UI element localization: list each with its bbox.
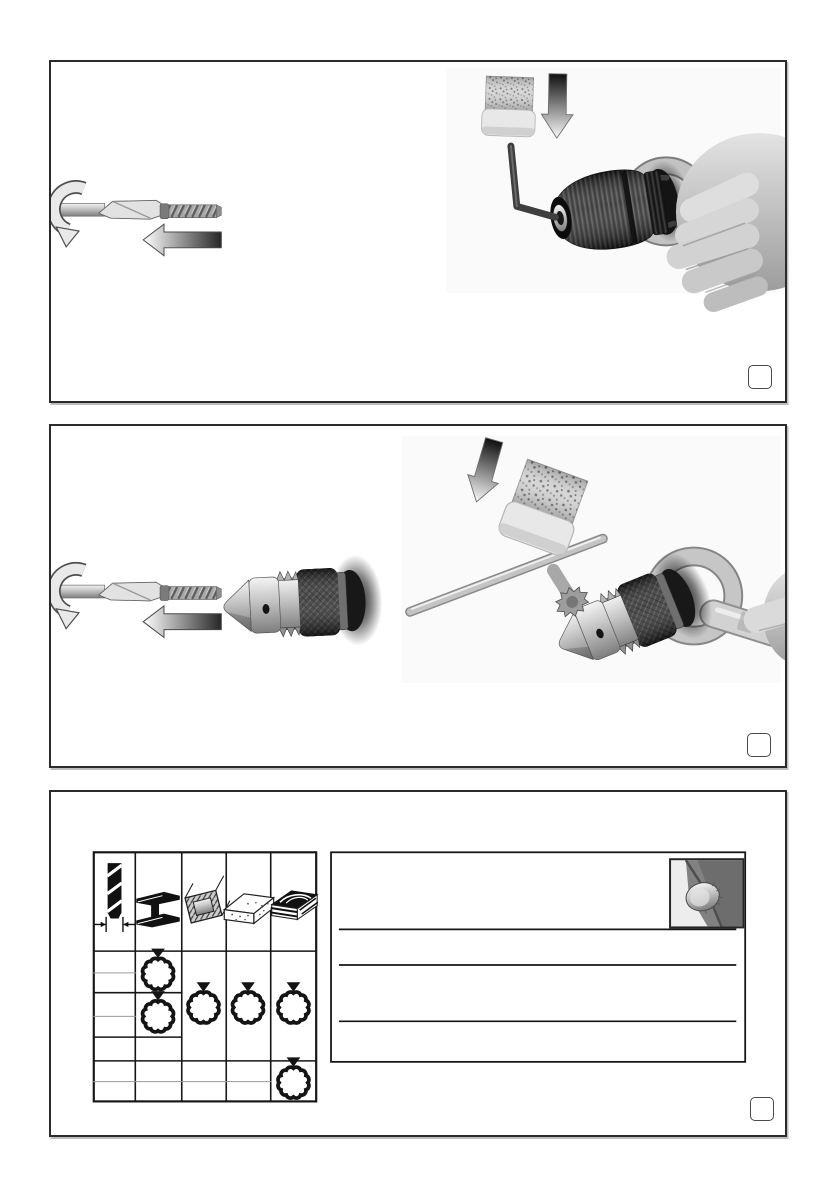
keyed-chuck-scene	[51, 426, 785, 766]
keyless-chuck-panel	[49, 60, 787, 403]
speed-selection-panel	[49, 790, 787, 1137]
notes-box	[331, 852, 745, 1062]
keyless-chuck-scene	[51, 62, 785, 401]
mallet-icon	[481, 76, 536, 137]
wrench-size-stamp: 17	[743, 614, 760, 632]
speed-table	[94, 852, 317, 1101]
figure-label-box	[750, 1097, 774, 1121]
drill-bit-illustration	[53, 569, 221, 638]
figure-label-box	[747, 733, 771, 757]
keyed-chuck-panel	[49, 424, 787, 768]
figure-label-box	[748, 365, 772, 389]
keyed-chuck-illustration	[221, 554, 384, 653]
gear-selector-photo	[670, 859, 743, 927]
drill-bit-illustration	[53, 187, 221, 256]
speed-table-scene	[51, 792, 785, 1135]
